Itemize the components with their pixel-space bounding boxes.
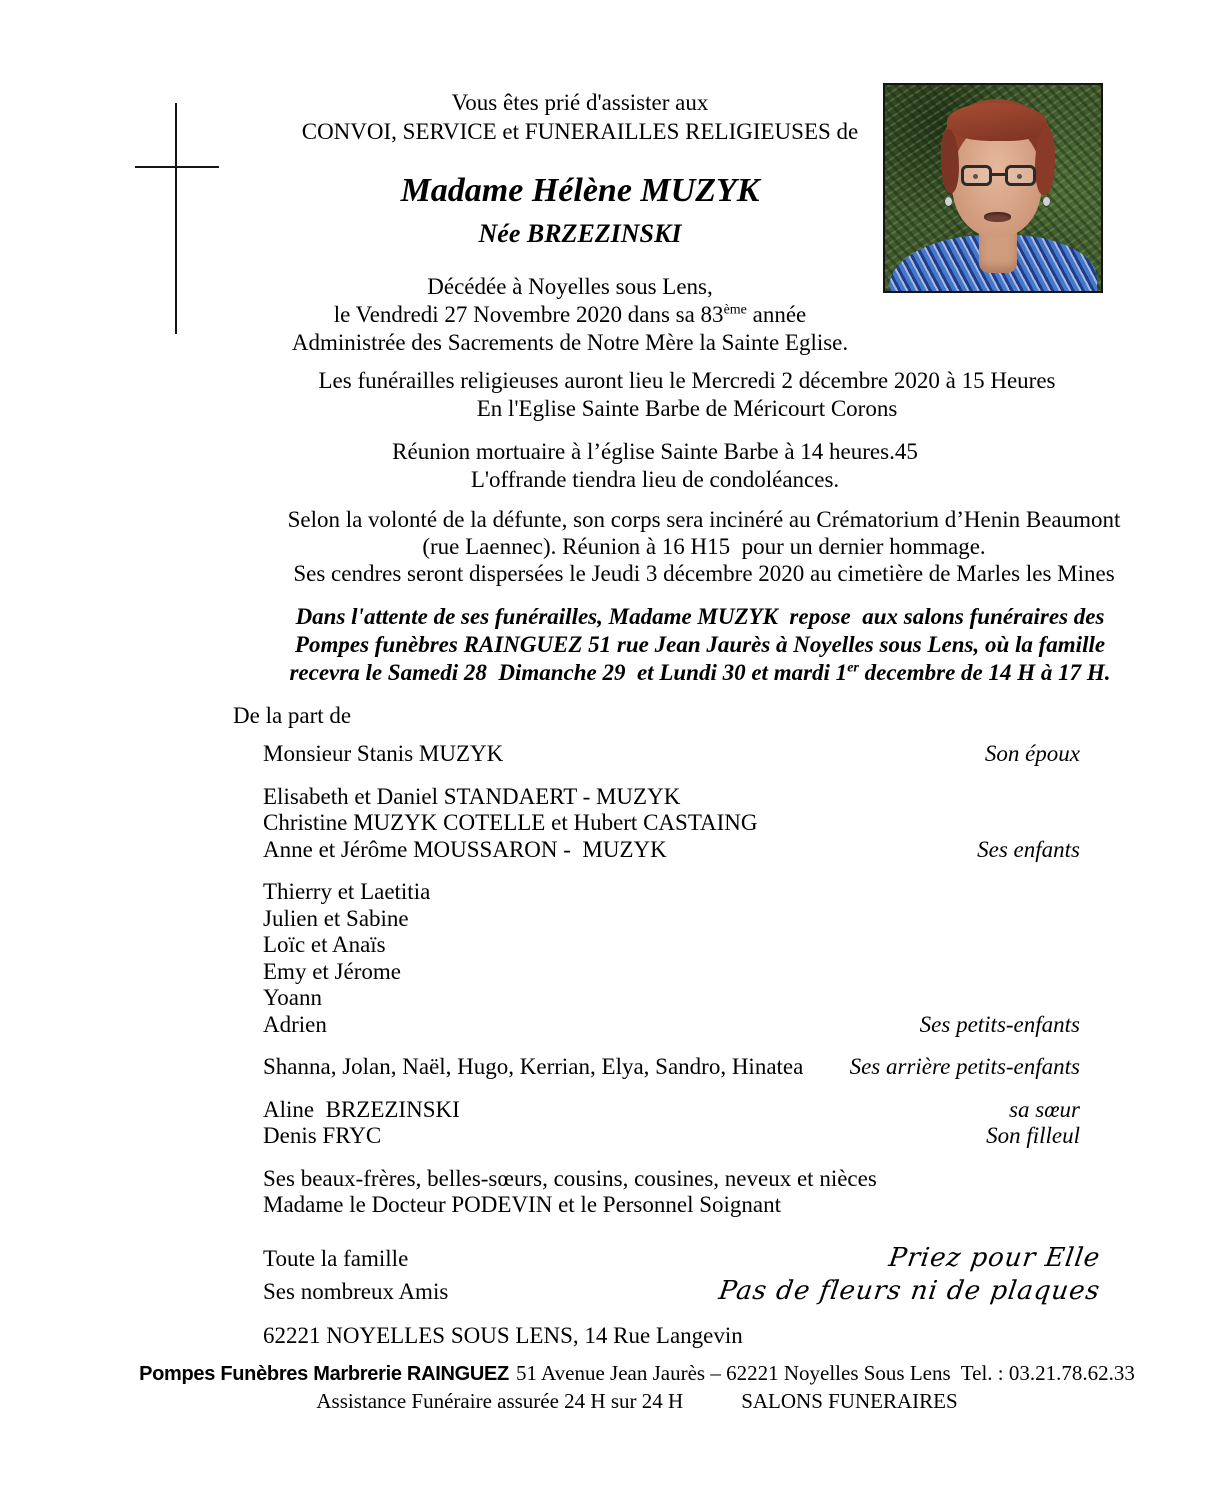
family-row [263, 932, 1080, 959]
footer-line-2 [62, 1388, 1212, 1415]
funeral-home-brand: Pompes Funèbres Marbrerie RAINGUEZ [139, 1363, 509, 1385]
death-date: le Vendredi 27 Novembre 2020 dans sa 83ème année [333, 302, 807, 327]
repose-line-1: Dans l'attente de ses funérailles, Madame MUZYK repose aux salons funéraires des [295, 604, 1105, 629]
relation-label: Ses petits-enfants [919, 1011, 1080, 1037]
family-row [263, 879, 1080, 906]
closing-left: Toute la famille [263, 1246, 409, 1271]
repose-notice [240, 603, 1160, 687]
person-name: Monsieur Stanis MUZYK [263, 741, 504, 766]
person-name: Julien et Sabine [263, 905, 409, 931]
funeral-date-line: Les funérailles religieuses auront lieu le Mercredi 2 décembre 2020 à 15 Heures [318, 368, 1056, 393]
family-row [263, 1166, 1080, 1193]
funeral-church-line: En l'Eglise Sainte Barbe de Méricourt Corons [476, 396, 898, 421]
funeral-home-footer [62, 1360, 1212, 1415]
person-name: Denis FRYC [263, 1123, 382, 1148]
deceased-name: Madame Hélène MUZYK [400, 172, 760, 209]
person-name: Madame le Docteur PODEVIN et le Personnel Soignant [263, 1192, 782, 1217]
home-address: 62221 NOYELLES SOUS LENS, 14 Rue Langevin [263, 1323, 743, 1348]
family-row [263, 1054, 1080, 1081]
relation-label: sa sœur [1009, 1096, 1080, 1122]
footer-line-1 [62, 1360, 1212, 1388]
glasses [1005, 165, 1036, 186]
cremation-line-2: (rue Laennec). Réunion à 16 H15 pour un dernier hommage. [422, 534, 986, 559]
family-row [263, 1192, 1080, 1219]
family-group [263, 1054, 1080, 1081]
family-row [263, 1123, 1080, 1150]
person-name: Shanna, Jolan, Naël, Hugo, Kerrian, Elya, Sandro, Hinatea [263, 1054, 804, 1079]
family-row [263, 810, 1080, 837]
person-name: Loïc et Anaïs [263, 932, 386, 957]
relation-label: Ses enfants [977, 836, 1080, 862]
family-row [263, 906, 1080, 933]
family-group [263, 784, 1080, 864]
funeral-details [227, 367, 1147, 423]
relation-label: Son époux [984, 741, 1080, 766]
closing-left: Ses nombreux Amis [263, 1279, 449, 1304]
person-name: Yoann [263, 985, 323, 1010]
devotion-script: Priez pour Elle [886, 1243, 1103, 1273]
family-group [263, 741, 1080, 768]
family-row [263, 837, 1080, 864]
invitation-line-1: Vous êtes prié d'assister aux [451, 90, 709, 115]
footer-assistance: Assistance Funéraire assurée 24 H sur 24 H [316, 1389, 684, 1413]
family-row [263, 741, 1080, 768]
family-row [263, 784, 1080, 811]
repose-line-3: recevra le Samedi 28 Dimanche 29 et Lundi 30 et mardi 1er decembre de 14 H à 17 H. [289, 660, 1111, 685]
relation-label: Son filleul [986, 1123, 1080, 1148]
invitation-lines [160, 88, 1000, 146]
person-name: Aline BRZEZINSKI [263, 1096, 460, 1122]
death-place: Décédée à Noyelles sous Lens, [427, 274, 713, 299]
no-flowers-script: Pas de fleurs ni de plaques [716, 1276, 1103, 1306]
offering-line: L'offrande tiendra lieu de condoléances. [470, 467, 840, 492]
footer-salons: SALONS FUNERAIRES [741, 1389, 958, 1413]
person-name: Adrien [263, 1011, 327, 1037]
closing-section [263, 1243, 1103, 1309]
reunion-details [195, 438, 1115, 494]
family-group [263, 879, 1080, 1038]
person-name: Emy et Jérome [263, 958, 401, 984]
sacraments-line: Administrée des Sacrements de Notre Mère la Sainte Eglise. [291, 330, 849, 355]
family-row [263, 959, 1080, 986]
footer-address: 51 Avenue Jean Jaurès – 62221 Noyelles Sous Lens Tel. : 03.21.78.62.33 [515, 1361, 1135, 1385]
relation-label: Ses arrière petits-enfants [849, 1054, 1080, 1079]
reunion-line: Réunion mortuaire à l’église Sainte Barbe à 14 heures.45 [392, 439, 918, 464]
family-row [263, 1012, 1080, 1039]
person-name: Elisabeth et Daniel STANDAERT - MUZYK [263, 783, 681, 809]
person-name: Anne et Jérôme MOUSSARON - MUZYK [263, 836, 667, 862]
person-name: Christine MUZYK COTELLE et Hubert CASTAING [263, 810, 758, 835]
closing-row [263, 1243, 1103, 1276]
death-notice [150, 273, 990, 357]
person-name: Thierry et Laetitia [263, 879, 431, 904]
closing-row [263, 1276, 1103, 1309]
cremation-details [230, 506, 1178, 587]
invitation-line-2: CONVOI, SERVICE et FUNERAILLES RELIGIEUSES de [301, 119, 859, 144]
family-group [263, 1097, 1080, 1150]
cremation-line-1: Selon la volonté de la défunte, son corps sera incinéré au Crématorium d’Henin Beaumont [287, 507, 1121, 532]
person-name: Ses beaux-frères, belles-sœurs, cousins, cousines, neveux et nièces [263, 1165, 877, 1191]
family-row [263, 985, 1080, 1012]
repose-line-2: Pompes funèbres RAINGUEZ 51 rue Jean Jaurès à Noyelles sous Lens, où la famille [294, 632, 1106, 657]
family-list [263, 741, 1080, 1235]
family-row [263, 1097, 1080, 1124]
ashes-line: Ses cendres seront dispersées le Jeudi 3 décembre 2020 au cimetière de Marles les Mines [293, 561, 1115, 586]
family-group [263, 1166, 1080, 1219]
from-label: De la part de [233, 703, 352, 728]
cross-icon [135, 166, 219, 168]
maiden-name: Née BRZEZINSKI [478, 219, 682, 248]
